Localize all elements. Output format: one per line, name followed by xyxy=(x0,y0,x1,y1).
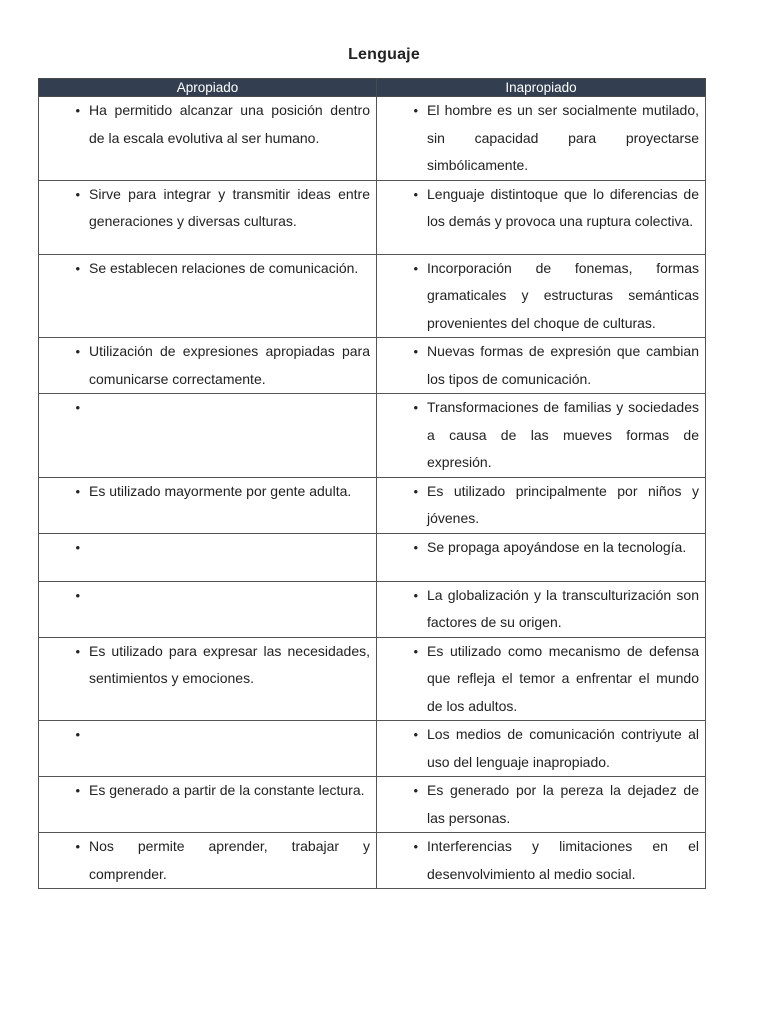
table-header-row xyxy=(39,79,706,97)
bullet-icon: • xyxy=(413,727,418,742)
comparison-table xyxy=(38,78,706,889)
bullet-icon: • xyxy=(75,539,80,555)
table-row xyxy=(39,581,706,637)
cell-text: Los medios de comunicación contriyute al uso del lenguaje inapropiado. xyxy=(427,726,699,770)
cell-apropiado xyxy=(39,477,377,533)
bullet-icon: • xyxy=(413,344,418,359)
cell-text: Se establecen relaciones de comunicación. xyxy=(89,259,359,276)
bullet-icon: • xyxy=(413,643,418,659)
bullet-icon: • xyxy=(413,539,418,555)
cell-inapropiado xyxy=(377,533,706,581)
list-item xyxy=(377,782,699,832)
list-item xyxy=(39,587,370,610)
cell-text: Incorporación de fonemas, formas gramaticales y estructuras semánticas provenientes del choque de culturas. xyxy=(427,259,699,331)
list-item xyxy=(377,399,699,477)
list-item xyxy=(39,259,370,283)
cell-inapropiado xyxy=(377,180,706,254)
bullet-icon: • xyxy=(75,186,80,202)
cell-apropiado xyxy=(39,581,377,637)
list-item xyxy=(39,838,370,888)
bullet-icon: • xyxy=(75,643,80,659)
page-title: Lenguaje xyxy=(348,46,420,63)
list-item xyxy=(377,586,699,637)
cell-text: El hombre es un ser socialmente mutilado, sin capacidad para proyectarse simbólicamente. xyxy=(427,102,699,173)
cell-text: Es generado por la pereza la dejadez de las personas. xyxy=(427,782,699,826)
cell-text: La globalización y la transculturización son factores de su origen. xyxy=(427,586,699,630)
list-item xyxy=(377,726,699,776)
cell-inapropiado xyxy=(377,97,706,181)
list-item xyxy=(377,838,699,888)
cell-inapropiado xyxy=(377,637,706,721)
cell-text: Se propaga apoyándose en la tecnología. xyxy=(427,538,687,555)
column-header-apropiado: Apropiado xyxy=(39,79,377,97)
cell-text: Utilización de expresiones apropiadas para comunicarse correctamente. xyxy=(89,343,370,387)
bullet-icon: • xyxy=(75,483,80,499)
table-body xyxy=(39,97,706,889)
table-row xyxy=(39,533,706,581)
cell-apropiado xyxy=(39,180,377,254)
list-item xyxy=(377,538,699,562)
cell-apropiado xyxy=(39,254,377,338)
cell-text: Es generado a partir de la constante lectura. xyxy=(89,782,365,798)
list-item xyxy=(39,727,370,749)
list-item xyxy=(377,343,699,393)
bullet-icon: • xyxy=(413,103,418,118)
bullet-icon: • xyxy=(413,587,418,603)
list-item xyxy=(39,185,370,236)
bullet-icon: • xyxy=(413,400,418,415)
list-item xyxy=(39,782,370,805)
cell-text: Es utilizado para expresar las necesidades, sentimientos y emociones. xyxy=(89,642,370,686)
list-item xyxy=(39,400,370,422)
bullet-icon: • xyxy=(75,103,80,118)
bullet-icon: • xyxy=(413,783,418,798)
cell-inapropiado xyxy=(377,777,706,833)
table-row xyxy=(39,97,706,181)
cell-apropiado xyxy=(39,637,377,721)
list-item xyxy=(39,539,370,562)
cell-inapropiado xyxy=(377,394,706,478)
bullet-icon: • xyxy=(413,260,418,276)
list-item xyxy=(39,642,370,693)
cell-apropiado xyxy=(39,833,377,889)
bullet-icon: • xyxy=(75,260,80,276)
cell-text: Es utilizado mayormente por gente adulta. xyxy=(89,482,352,499)
list-item xyxy=(377,482,699,533)
table-row xyxy=(39,637,706,721)
list-item xyxy=(377,102,699,180)
column-header-inapropiado: Inapropiado xyxy=(377,79,706,97)
cell-inapropiado xyxy=(377,477,706,533)
cell-inapropiado xyxy=(377,721,706,777)
list-item xyxy=(377,185,699,236)
table-row xyxy=(39,833,706,889)
cell-text: Lenguaje distintoque que lo diferencias de los demás y provoca una ruptura colectiva. xyxy=(427,185,699,229)
table-row xyxy=(39,338,706,394)
table-row xyxy=(39,477,706,533)
table-row xyxy=(39,777,706,833)
cell-apropiado xyxy=(39,777,377,833)
bullet-icon: • xyxy=(75,344,80,359)
cell-apropiado xyxy=(39,533,377,581)
bullet-icon: • xyxy=(75,587,80,603)
table-row xyxy=(39,721,706,777)
table-row xyxy=(39,254,706,338)
cell-inapropiado xyxy=(377,254,706,338)
cell-inapropiado xyxy=(377,833,706,889)
cell-inapropiado xyxy=(377,581,706,637)
bullet-icon: • xyxy=(413,186,418,202)
bullet-icon: • xyxy=(75,400,80,415)
bullet-icon: • xyxy=(413,839,418,854)
bullet-icon: • xyxy=(75,783,80,798)
cell-text: Transformaciones de familias y sociedades a causa de las mueves formas de expresión. xyxy=(427,399,699,470)
list-item xyxy=(377,259,699,338)
cell-text: Es utilizado principalmente por niños y jóvenes. xyxy=(427,482,699,526)
cell-text: Es utilizado como mecanismo de defensa que refleja el temor a enfrentar el mundo de los adultos. xyxy=(427,642,699,714)
table-row xyxy=(39,180,706,254)
list-item xyxy=(39,482,370,506)
cell-apropiado xyxy=(39,338,377,394)
cell-text: Sirve para integrar y transmitir ideas entre generaciones y diversas culturas. xyxy=(89,185,370,229)
list-item xyxy=(39,343,370,393)
cell-inapropiado xyxy=(377,338,706,394)
cell-text: Nos permite aprender, trabajar y comprender. xyxy=(89,838,370,882)
cell-text: Interferencias y limitaciones en el desenvolvimiento al medio social. xyxy=(427,838,699,882)
bullet-icon: • xyxy=(75,727,80,742)
cell-apropiado xyxy=(39,97,377,181)
list-item xyxy=(39,102,370,152)
bullet-icon: • xyxy=(75,839,80,854)
cell-text: Nuevas formas de expresión que cambian los tipos de comunicación. xyxy=(427,343,699,387)
table-row xyxy=(39,394,706,478)
cell-apropiado xyxy=(39,394,377,478)
cell-text: Ha permitido alcanzar una posición dentro de la escala evolutiva al ser humano. xyxy=(89,102,370,146)
cell-apropiado xyxy=(39,721,377,777)
bullet-icon: • xyxy=(413,483,418,499)
list-item xyxy=(377,642,699,721)
